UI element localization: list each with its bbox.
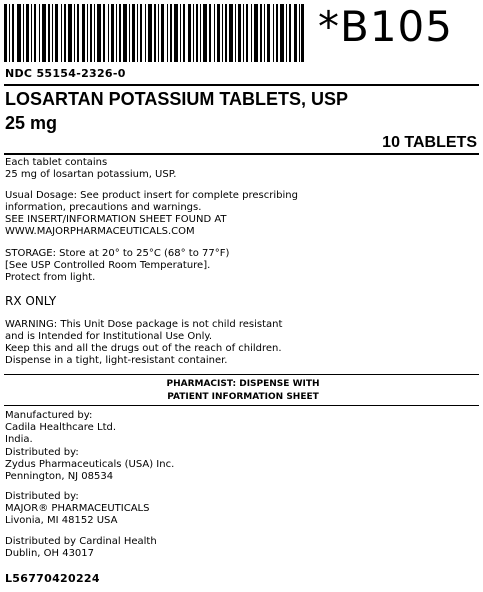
manufacturer-country: India.	[5, 434, 33, 445]
warning-line: WARNING: This Unit Dose package is not child resistant	[5, 319, 283, 330]
warning-line: Keep this and all the drugs out of the reach of children.	[5, 343, 282, 354]
lot-code: L56770420224	[5, 572, 100, 585]
distributor-address: Livonia, MI 48152 USA	[5, 515, 118, 526]
divider	[4, 153, 479, 155]
barcode-icon	[4, 4, 304, 62]
dosage-line: SEE INSERT/INFORMATION SHEET FOUND AT	[5, 214, 227, 225]
storage-line: [See USP Controlled Room Temperature].	[5, 260, 211, 271]
item-code: *B105	[318, 2, 453, 51]
divider	[4, 84, 479, 86]
storage-line: Protect from light.	[5, 272, 96, 283]
dosage-website: WWW.MAJORPHARMACEUTICALS.COM	[5, 226, 195, 237]
manufacturer-name: Cadila Healthcare Ltd.	[5, 422, 117, 433]
distributor-heading: Distributed by:	[5, 491, 79, 502]
warning-line: and is Intended for Institutional Use Only.	[5, 331, 213, 342]
storage-line: STORAGE: Store at 20° to 25°C (68° to 77°F)	[5, 248, 230, 259]
tablet-count: 10 TABLETS	[382, 134, 477, 151]
dosage-line: information, precautions and warnings.	[5, 202, 202, 213]
distributor-address: Dublin, OH 43017	[5, 548, 95, 559]
pharmacist-line: PHARMACIST: DISPENSE WITH	[166, 379, 320, 389]
distributor-heading: Distributed by:	[5, 447, 79, 458]
rx-only: RX ONLY	[5, 294, 57, 308]
ndc-number: NDC 55154-2326-0	[5, 67, 126, 80]
product-strength: 25 mg	[5, 113, 58, 133]
warning-line: Dispense in a tight, light-resistant container.	[5, 355, 228, 366]
distributor-address: Pennington, NJ 08534	[5, 471, 114, 482]
pharmacist-banner	[148, 378, 338, 404]
dosage-line: Usual Dosage: See product insert for complete prescribing	[5, 190, 298, 201]
distributor-name: MAJOR® PHARMACEUTICALS	[5, 503, 150, 514]
distributor-name: Zydus Pharmaceuticals (USA) Inc.	[5, 459, 175, 470]
product-name: LOSARTAN POTASSIUM TABLETS, USP	[5, 89, 349, 109]
divider	[4, 374, 479, 375]
composition-line: Each tablet contains	[5, 157, 108, 168]
distributor-heading: Distributed by Cardinal Health	[5, 536, 157, 547]
pharmacist-line: PATIENT INFORMATION SHEET	[167, 392, 319, 402]
composition-line: 25 mg of losartan potassium, USP.	[5, 169, 177, 180]
manufacturer-heading: Manufactured by:	[5, 410, 93, 421]
divider	[4, 405, 479, 406]
